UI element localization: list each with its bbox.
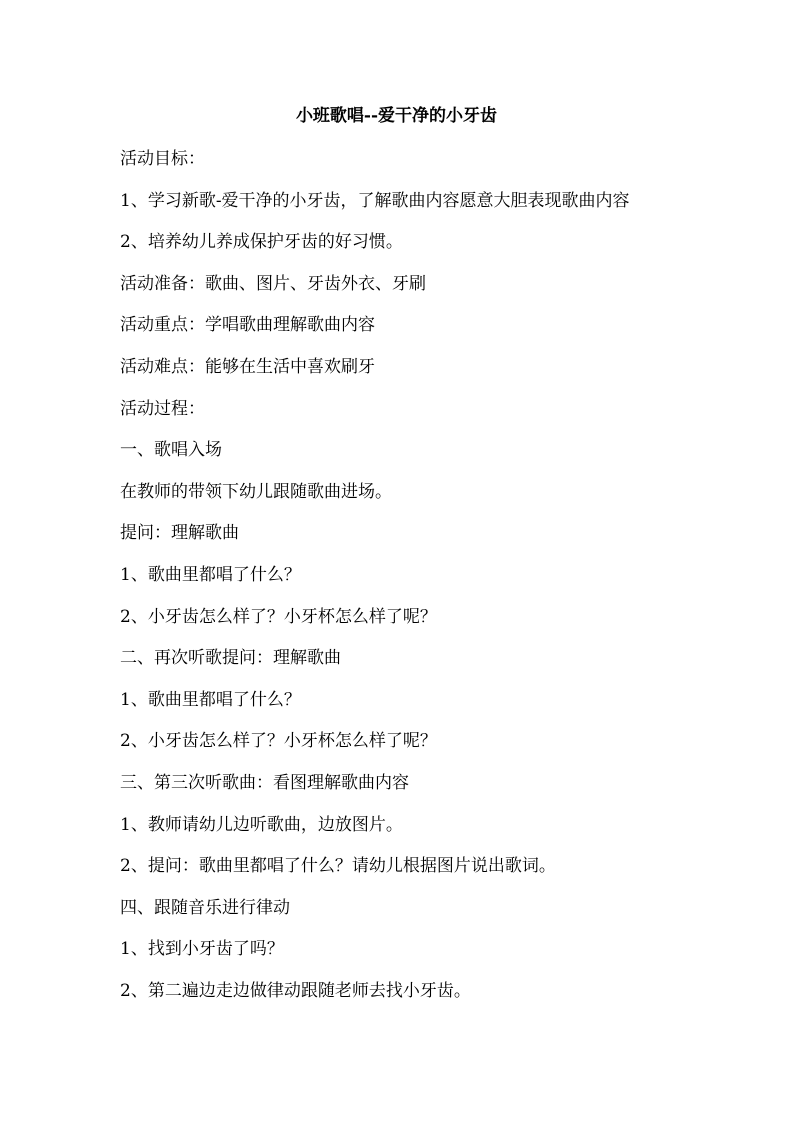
paragraph-line: 一、歌唱入场 [120,440,222,461]
paragraph-line: 活动目标： [120,149,205,169]
paragraph-line: 活动准备：歌曲、图片、牙齿外衣、牙刷 [120,273,426,294]
paragraph-line: 2、第二遍边走边做律动跟随老师去找小牙齿。 [120,980,471,1001]
paragraph-line: 2、小牙齿怎么样了？小牙杯怎么样了呢？ [120,731,437,752]
paragraph-line: 活动重点：学唱歌曲理解歌曲内容 [120,315,375,336]
document-body [120,146,720,1019]
paragraph-line: 三、第三次听歌曲：看图理解歌曲内容 [120,772,409,793]
paragraph-line: 2、培养幼儿养成保护牙齿的好习惯。 [120,232,403,253]
paragraph-line: 1、找到小牙齿了吗？ [120,939,284,960]
paragraph-line: 1、歌曲里都唱了什么？ [120,564,301,585]
paragraph-line: 四、跟随音乐进行律动 [120,897,290,918]
paragraph-line: 2、小牙齿怎么样了？小牙杯怎么样了呢？ [120,606,437,627]
paragraph-line: 2、提问：歌曲里都唱了什么？请幼儿根据图片说出歌词。 [120,856,556,877]
paragraph-line: 二、再次听歌提问：理解歌曲 [120,648,341,669]
document-title: 小班歌唱--爱干净的小牙齿 [295,106,498,126]
paragraph-line: 提问：理解歌曲 [120,523,239,544]
paragraph-line: 1、学习新歌-爱干净的小牙齿，了解歌曲内容愿意大胆表现歌曲内容 [120,190,630,211]
paragraph-line: 活动难点：能够在生活中喜欢刷牙 [120,356,375,377]
paragraph-line: 1、教师请幼儿边听歌曲，边放图片。 [120,814,403,835]
paragraph-line: 1、歌曲里都唱了什么？ [120,689,301,710]
paragraph-line: 活动过程： [120,398,205,419]
paragraph-line: 在教师的带领下幼儿跟随歌曲进场。 [120,481,392,502]
